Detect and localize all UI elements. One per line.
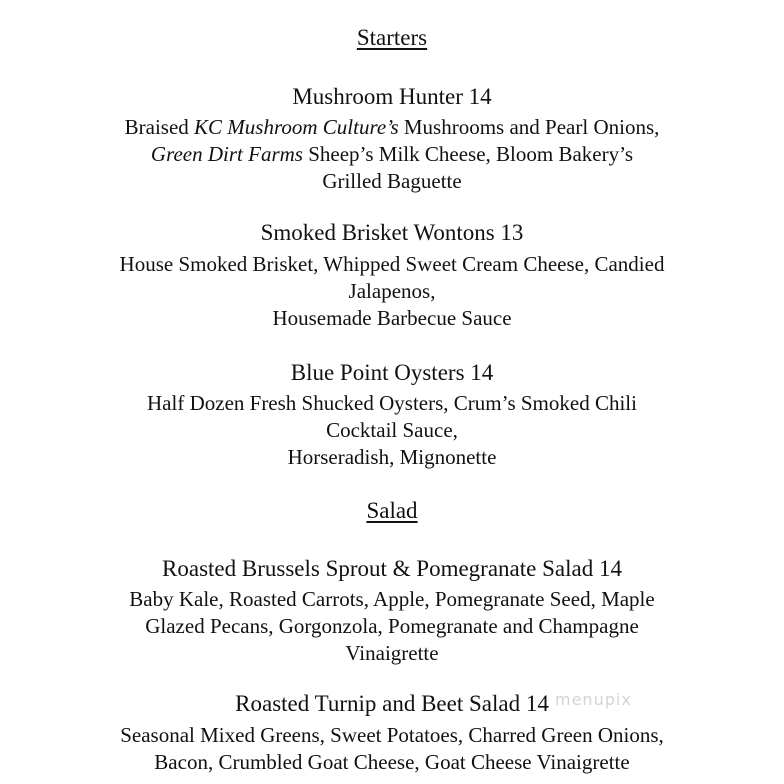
- desc-text: Mushrooms and Pearl Onions,: [398, 115, 660, 139]
- menu-item-description: Half Dozen Fresh Shucked Oysters, Crum’s Smoked Chili: [147, 391, 637, 415]
- menu-item-title: Roasted Brussels Sprout & Pomegranate Salad 14: [162, 556, 622, 581]
- watermark: menupix: [555, 690, 632, 709]
- menu-item-description: Bacon, Crumbled Goat Cheese, Goat Cheese Vinaigrette: [154, 750, 630, 774]
- menu-item-description: Glazed Pecans, Gorgonzola, Pomegranate and Champagne: [145, 614, 639, 638]
- menu-item-description: Baby Kale, Roasted Carrots, Apple, Pomegranate Seed, Maple: [129, 587, 655, 611]
- desc-text-italic: Green Dirt Farms: [150, 142, 303, 166]
- menu-item-title: Mushroom Hunter 14: [292, 84, 492, 109]
- section-heading-salad: Salad: [366, 498, 418, 523]
- section-heading-starters: Starters: [356, 25, 428, 50]
- menu-item-description: [0, 114, 784, 140]
- menu-item-title: Blue Point Oysters 14: [290, 360, 494, 385]
- menu-item-title: Roasted Turnip and Beet Salad 14: [235, 691, 549, 716]
- menu-item-title: Smoked Brisket Wontons 13: [260, 220, 524, 245]
- menu-item-description: Vinaigrette: [345, 641, 439, 665]
- menu-item-description: Seasonal Mixed Greens, Sweet Potatoes, Charred Green Onions,: [120, 723, 664, 747]
- desc-text: Braised: [124, 115, 195, 139]
- desc-text-italic: KC Mushroom Culture’s: [194, 115, 399, 139]
- menu-item-description: Housemade Barbecue Sauce: [272, 306, 512, 330]
- menu-item-description: Cocktail Sauce,: [326, 418, 458, 442]
- menu-item-description: Jalapenos,: [348, 279, 436, 303]
- menu-item-description: House Smoked Brisket, Whipped Sweet Cream Cheese, Candied: [119, 252, 665, 276]
- menu-item-description: [0, 141, 784, 167]
- menu-item-description: Grilled Baguette: [322, 169, 462, 193]
- desc-text: Sheep’s Milk Cheese, Bloom Bakery’s: [302, 142, 634, 166]
- menu-item-description: Horseradish, Mignonette: [287, 445, 497, 469]
